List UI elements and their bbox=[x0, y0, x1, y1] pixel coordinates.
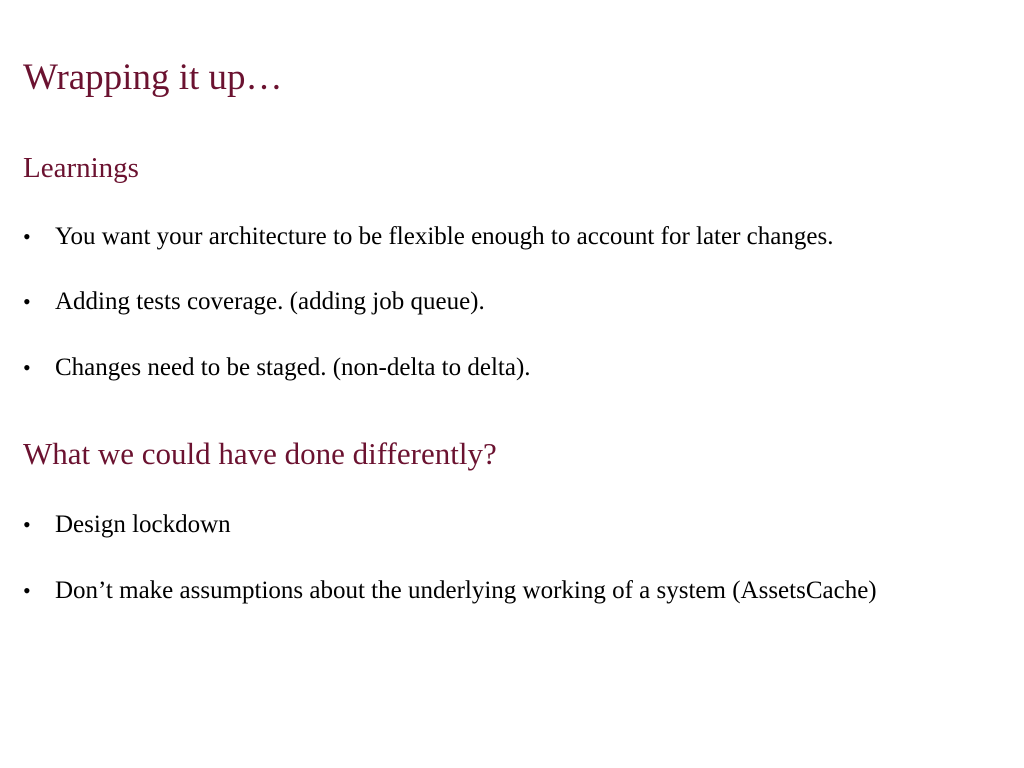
differently-item bbox=[23, 574, 877, 608]
differently-item-text: Don’t make assumptions about the underlying working of a system (AssetsCache) bbox=[55, 577, 877, 604]
bullet-icon: • bbox=[23, 289, 31, 314]
learnings-item bbox=[23, 285, 485, 319]
learnings-item-text: Changes need to be staged. (non-delta to delta). bbox=[55, 354, 531, 381]
learnings-item bbox=[23, 220, 833, 254]
learnings-heading: Learnings bbox=[23, 152, 139, 184]
learnings-item-text: Adding tests coverage. (adding job queue). bbox=[55, 288, 485, 315]
learnings-item-text: You want your architecture to be flexible enough to account for later changes. bbox=[55, 223, 834, 250]
bullet-icon: • bbox=[23, 224, 31, 249]
differently-item-text: Design lockdown bbox=[55, 511, 231, 538]
bullet-icon: • bbox=[23, 512, 31, 537]
bullet-icon: • bbox=[23, 578, 31, 603]
differently-heading: What we could have done differently? bbox=[23, 436, 497, 471]
differently-item bbox=[23, 508, 231, 542]
slide-title: Wrapping it up… bbox=[23, 57, 283, 98]
bullet-icon: • bbox=[23, 355, 31, 380]
learnings-item bbox=[23, 351, 531, 385]
